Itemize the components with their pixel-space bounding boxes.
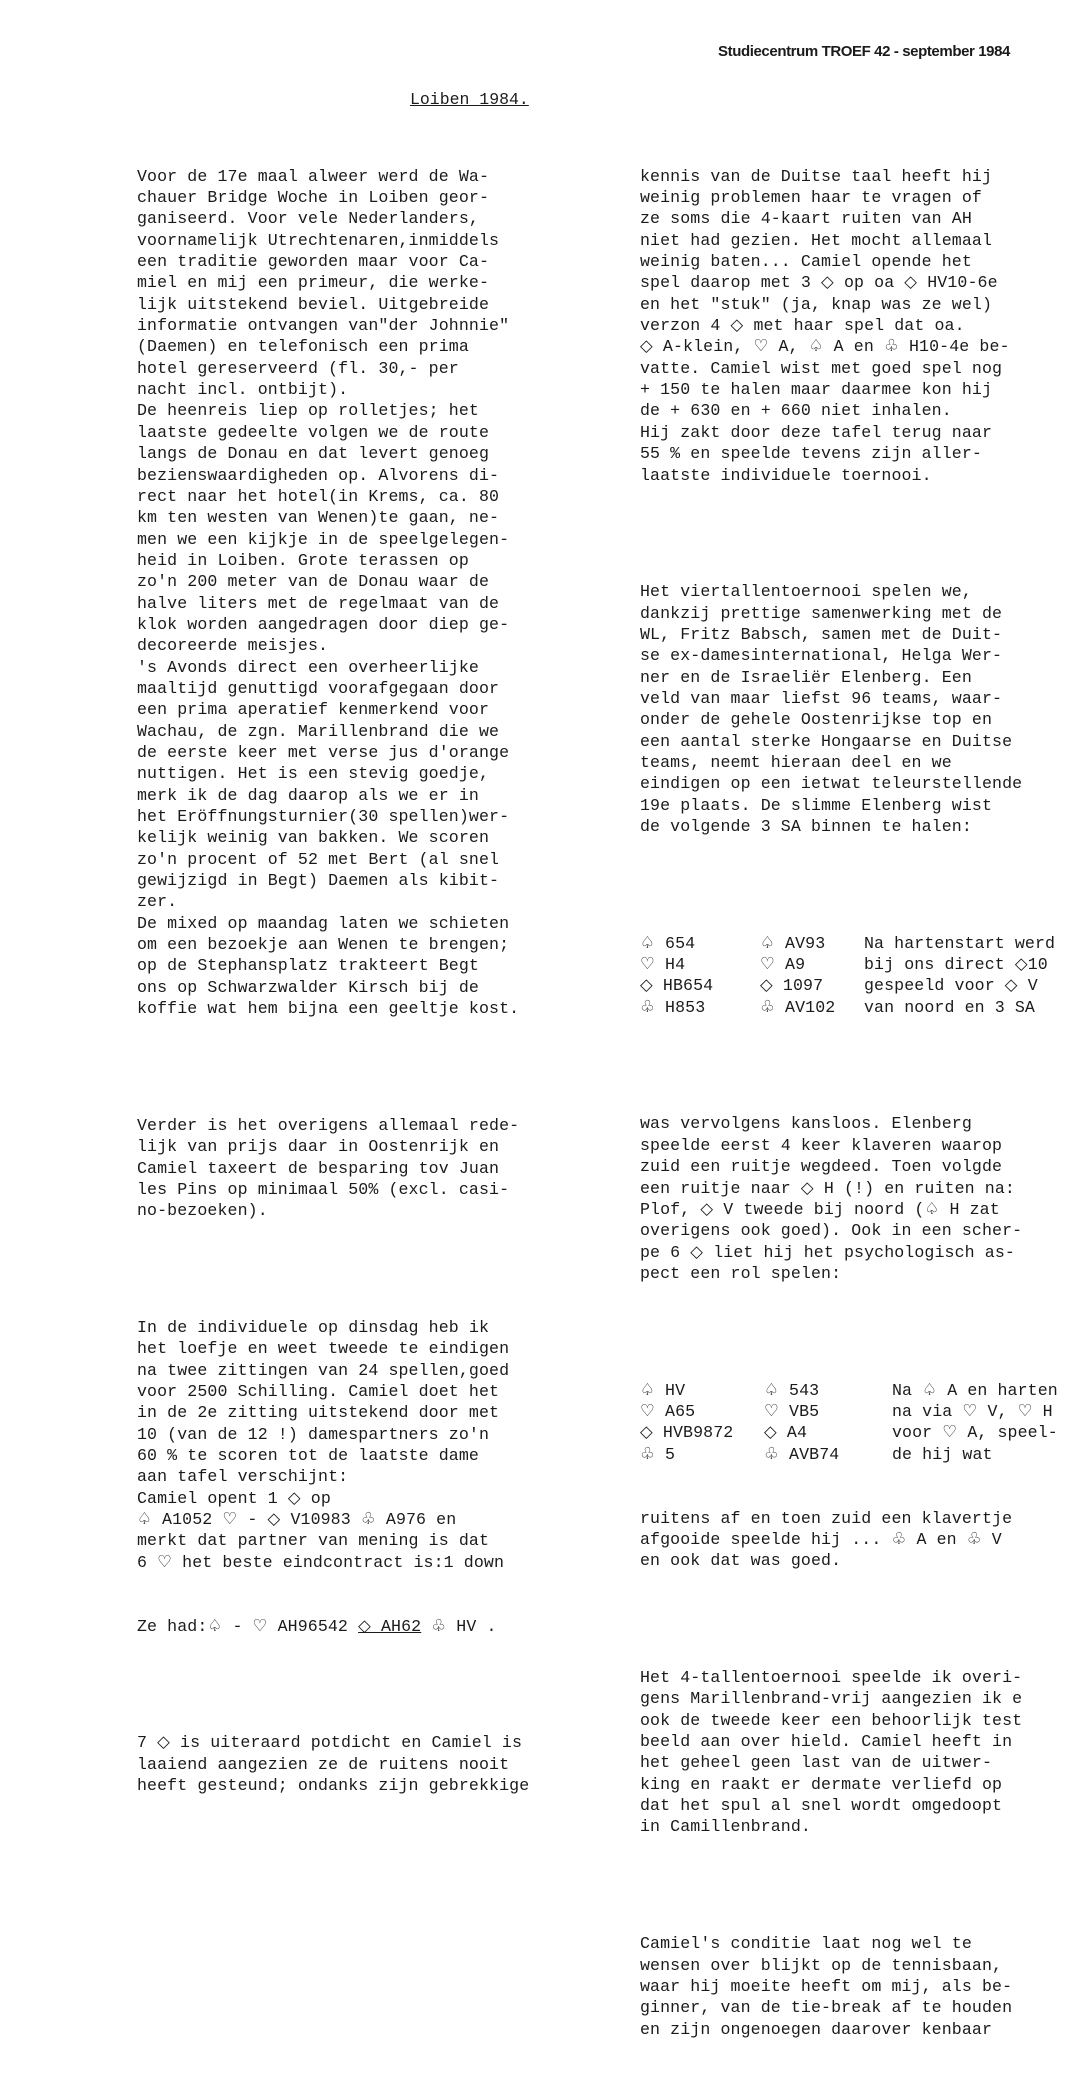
left-column bbox=[137, 123, 597, 1839]
ze-had-underlined: ◇ AH62 bbox=[358, 1616, 422, 1636]
paragraph-gap bbox=[640, 1061, 1082, 1071]
text-line: zuid een ruitje wegdeed. Toen volgde bbox=[640, 1157, 1003, 1177]
text-line: veld van maar liefst 96 teams, waar- bbox=[640, 688, 1003, 708]
text-line: heid in Loiben. Grote terassen op bbox=[137, 550, 469, 570]
text-line: halve liters met de regelmaat van de bbox=[137, 593, 500, 613]
text-line: ruitens af en toen zuid een klavertje bbox=[640, 1508, 1013, 1528]
paragraph-gap bbox=[640, 880, 1082, 890]
hand-line-ze-had bbox=[137, 1616, 597, 1637]
text-line: Wachau, de zgn. Marillenbrand die we bbox=[137, 721, 500, 741]
hand-west: ◇ HVB9872 bbox=[640, 1423, 734, 1443]
text-line: chauer Bridge Woche in Loiben geor- bbox=[137, 188, 490, 208]
hand-east: ◇ 1097 bbox=[760, 976, 824, 996]
text-line: laatste gedeelte volgen we de route bbox=[137, 422, 490, 442]
running-header: Studiecentrum TROEF 42 - september 1984 bbox=[718, 43, 1010, 60]
text-line: om een bezoekje aan Wenen te brengen; bbox=[137, 935, 510, 955]
text-line: in de 2e zitting uitstekend door met bbox=[137, 1403, 500, 1423]
article-title: Loiben 1984. bbox=[410, 90, 529, 109]
text-line: merkt dat partner van mening is dat bbox=[137, 1531, 490, 1551]
hand-east: ♤ 543 bbox=[764, 1380, 820, 1400]
text-line: lijk uitstekend beviel. Uitgebreide bbox=[137, 294, 490, 314]
text-line: heeft gesteund; ondanks zijn gebrekkige bbox=[137, 1776, 530, 1796]
text-line: zer. bbox=[137, 892, 178, 912]
text-line: aan tafel verschijnt: bbox=[137, 1467, 349, 1487]
text-line: Camiel's conditie laat nog wel te bbox=[640, 1934, 972, 1954]
right-column bbox=[640, 123, 1082, 2083]
text-line: niet had gezien. Het mocht allemaal bbox=[640, 230, 993, 250]
text-line: 10 (van de 12 !) damespartners zo'n bbox=[137, 1424, 490, 1444]
text-line: Verder is het overigens allemaal rede- bbox=[137, 1115, 520, 1135]
text-line: merk ik de dag daarop als we er in bbox=[137, 785, 479, 805]
text-line: in Camillenbrand. bbox=[640, 1817, 811, 1837]
text-line: spel daarop met 3 ◇ op oa ◇ HV10-6e bbox=[640, 273, 998, 293]
text-line: beeld aan over hield. Camiel heeft in bbox=[640, 1732, 1013, 1752]
text-line: de eerste keer met verse jus d'orange bbox=[137, 742, 510, 762]
text-line: WL, Fritz Babsch, samen met de Duit- bbox=[640, 624, 1003, 644]
text-line: wensen over blijkt op de tennisbaan, bbox=[640, 1955, 1003, 1975]
hand-commentary: gespeeld voor ◇ V bbox=[864, 976, 1038, 996]
text-line: afgooide speelde hij ... ♧ A en ♧ V bbox=[640, 1530, 1002, 1549]
hand-west: ♡ A65 bbox=[640, 1401, 696, 1421]
hand-row bbox=[640, 1380, 1082, 1401]
text-line: overigens ook goed). Ook in een scher- bbox=[640, 1221, 1023, 1241]
text-line: kelijk weinig van bakken. We scoren bbox=[137, 828, 490, 848]
text-line: vatte. Camiel wist met goed spel nog bbox=[640, 358, 1003, 378]
ze-had-prefix: Ze had:♤ - ♡ AH96542 bbox=[137, 1616, 359, 1636]
text-line: een aantal sterke Hongaarse en Duitse bbox=[640, 731, 1013, 751]
text-line: (Daemen) en telefonisch een prima bbox=[137, 337, 469, 357]
text-line: eindigen op een ietwat teleurstellende bbox=[640, 774, 1023, 794]
text-line: ◇ A-klein, ♡ A, ♤ A en ♧ H10-4e be- bbox=[640, 337, 1010, 357]
text-line: de + 630 en + 660 niet inhalen. bbox=[640, 401, 952, 421]
hand-row bbox=[640, 954, 1082, 975]
paragraph-gap bbox=[640, 1881, 1082, 1891]
text-line: ♤ A1052 ♡ - ◇ V10983 ♧ A976 en bbox=[137, 1510, 457, 1529]
paragraph-gap bbox=[640, 529, 1082, 539]
text-line: een prima aperatief kenmerkend voor bbox=[137, 700, 490, 720]
text-line: informatie ontvangen van"der Johnnie" bbox=[137, 316, 510, 336]
text-line: voor 2500 Schilling. Camiel doet het bbox=[137, 1381, 500, 1401]
text-line: gewijzigd in Begt) Daemen als kibit- bbox=[137, 871, 500, 891]
text-line: onder de gehele Oostenrijkse top en bbox=[640, 710, 993, 730]
text-line: + 150 te halen maar daarmee kon hij bbox=[640, 380, 993, 400]
paragraph-gap bbox=[137, 1680, 597, 1690]
hand-east: ♤ AV93 bbox=[760, 933, 826, 953]
text-line: 6 ♡ het beste eindcontract is:1 down bbox=[137, 1552, 505, 1572]
text-line: waar hij moeite heeft om mij, als be- bbox=[640, 1976, 1013, 1996]
text-line: 60 % te scoren tot de laatste dame bbox=[137, 1445, 479, 1465]
text-line: Het 4-tallentoernooi speelde ik overi- bbox=[640, 1668, 1023, 1688]
text-line: 7 ◇ is uiteraard potdicht en Camiel is bbox=[137, 1733, 523, 1753]
hand-commentary: Na ♤ A en harten bbox=[892, 1380, 1058, 1400]
hand-commentary: Na hartenstart werd bbox=[864, 933, 1056, 953]
text-line: ook de tweede keer een behoorlijk test bbox=[640, 1710, 1023, 1730]
text-line: en ook dat was goed. bbox=[640, 1551, 842, 1571]
text-line: laaiend aangezien ze de ruitens nooit bbox=[137, 1754, 510, 1774]
text-line: voornamelijk Utrechtenaren,inmiddels bbox=[137, 230, 500, 250]
text-line: men we een kijkje in de speelgelegen- bbox=[137, 529, 510, 549]
text-line: zo'n procent of 52 met Bert (al snel bbox=[137, 849, 500, 869]
text-line: gens Marillenbrand-vrij aangezien ik e bbox=[640, 1689, 1023, 1709]
text-line: een traditie geworden maar voor Ca- bbox=[137, 252, 490, 272]
hand-row bbox=[640, 1444, 1082, 1465]
text-line: was vervolgens kansloos. Elenberg bbox=[640, 1114, 972, 1134]
text-line: ner en de Israeliër Elenberg. Een bbox=[640, 667, 972, 687]
text-line: weinig problemen haar te vragen of bbox=[640, 188, 982, 208]
hand-commentary: na via ♡ V, ♡ H bbox=[892, 1401, 1053, 1421]
hand-commentary: bij ons direct ◇10 bbox=[864, 955, 1048, 975]
hand-west: ♧ 5 bbox=[640, 1444, 676, 1464]
text-line: In de individuele op dinsdag heb ik bbox=[137, 1317, 490, 1337]
text-line: decoreerde meisjes. bbox=[137, 636, 329, 656]
text-line: op de Stephansplatz trakteert Begt bbox=[137, 956, 479, 976]
text-line: Het viertallentoernooi spelen we, bbox=[640, 582, 972, 602]
text-line: dat het spul al snel wordt omgedoopt bbox=[640, 1796, 1003, 1816]
text-line: pe 6 ◇ liet hij het psychologisch as- bbox=[640, 1242, 1015, 1262]
text-line: Hij zakt door deze tafel terug naar bbox=[640, 422, 993, 442]
text-line: laatste individuele toernooi. bbox=[640, 465, 932, 485]
text-line: zo'n 200 meter van de Donau waar de bbox=[137, 572, 490, 592]
paragraph-gap bbox=[137, 1264, 597, 1274]
hand-row bbox=[640, 997, 1082, 1018]
text-line: rect naar het hotel(in Krems, ca. 80 bbox=[137, 486, 500, 506]
hand-west: ♤ 654 bbox=[640, 933, 696, 953]
text-line: teams, neemt hieraan deel en we bbox=[640, 752, 952, 772]
text-line: het loefje en weet tweede te eindigen bbox=[137, 1339, 510, 1359]
text-line: Camiel taxeert de besparing tov Juan bbox=[137, 1158, 500, 1178]
text-line: ons op Schwarzwalder Kirsch bij de bbox=[137, 977, 479, 997]
hand-commentary: van noord en 3 SA bbox=[864, 997, 1035, 1017]
hand-commentary: de hij wat bbox=[892, 1444, 993, 1464]
text-line: kennis van de Duitse taal heeft hij bbox=[640, 166, 993, 186]
text-line: lijk van prijs daar in Oostenrijk en bbox=[137, 1137, 500, 1157]
text-line: km ten westen van Wenen)te gaan, ne- bbox=[137, 508, 500, 528]
text-line: na twee zittingen van 24 spellen,goed bbox=[137, 1360, 510, 1380]
hand-row bbox=[640, 1401, 1082, 1422]
text-line: nacht incl. ontbijt). bbox=[137, 380, 349, 400]
text-line: en zijn ongenoegen daarover kenbaar bbox=[640, 2019, 993, 2039]
text-line: ze soms die 4-kaart ruiten van AH bbox=[640, 209, 972, 229]
hand-west: ♤ HV bbox=[640, 1380, 686, 1400]
text-line: het geheel geen last van de uitwer- bbox=[640, 1753, 993, 1773]
text-line: 55 % en speelde tevens zijn aller- bbox=[640, 444, 982, 464]
hand-west: ◇ HB654 bbox=[640, 976, 714, 996]
text-line: de volgende 3 SA binnen te halen: bbox=[640, 817, 972, 836]
text-line: verzon 4 ◇ met haar spel dat oa. bbox=[640, 316, 965, 336]
text-line: een ruitje naar ◇ H (!) en ruiten na: bbox=[640, 1178, 1015, 1198]
paragraph-gap bbox=[640, 1614, 1082, 1624]
text-line: ganiseerd. Voor vele Nederlanders, bbox=[137, 209, 479, 229]
text-line: speelde eerst 4 keer klaveren waarop bbox=[640, 1135, 1003, 1155]
hand-west: ♧ H853 bbox=[640, 997, 706, 1017]
text-line: klok worden aangedragen door diep ge- bbox=[137, 614, 510, 634]
hand-west: ♡ H4 bbox=[640, 955, 686, 975]
text-line: nuttigen. Het is een stevig goedje, bbox=[137, 764, 490, 784]
text-line: se ex-damesinternational, Helga Wer- bbox=[640, 646, 1003, 666]
text-line: pect een rol spelen: bbox=[640, 1263, 842, 1283]
text-line: king en raakt er dermate verliefd op bbox=[640, 1774, 1003, 1794]
text-line: maaltijd genuttigd voorafgegaan door bbox=[137, 678, 500, 698]
text-line: Voor de 17e maal alweer werd de Wa- bbox=[137, 166, 490, 186]
text-line: bezienswaardigheden op. Alvorens di- bbox=[137, 465, 500, 485]
hand-east: ♡ VB5 bbox=[764, 1401, 820, 1421]
text-line: koffie wat hem bijna een geeltje kost. bbox=[137, 999, 520, 1019]
paragraph-gap bbox=[137, 1062, 597, 1072]
text-line: het Eröffnungsturnier(30 spellen)wer- bbox=[137, 807, 510, 826]
text-line: dankzij prettige samenwerking met de bbox=[640, 603, 1003, 623]
text-line: ginner, van de tie-break af te houden bbox=[640, 1998, 1013, 2018]
hand-east: ♧ AVB74 bbox=[764, 1444, 840, 1464]
hand-commentary: voor ♡ A, speel- bbox=[892, 1423, 1058, 1443]
text-line: les Pins op minimaal 50% (excl. casi- bbox=[137, 1179, 510, 1199]
hand-row bbox=[640, 1422, 1082, 1443]
ze-had-suffix: ♧ HV . bbox=[421, 1616, 497, 1636]
text-line: 's Avonds direct een overheerlijke bbox=[137, 657, 479, 677]
text-line: hotel gereserveerd (fl. 30,- per bbox=[137, 358, 459, 378]
text-line: no-bezoeken). bbox=[137, 1201, 268, 1221]
text-line: miel en mij een primeur, die werke- bbox=[137, 273, 490, 293]
hand-row bbox=[640, 975, 1082, 996]
hand-row bbox=[640, 933, 1082, 954]
hand-east: ♡ A9 bbox=[760, 955, 806, 975]
text-line: Plof, ◇ V tweede bij noord (♤ H zat bbox=[640, 1199, 1000, 1219]
paragraph-gap bbox=[640, 1327, 1082, 1337]
text-line: 19e plaats. De slimme Elenberg wist bbox=[640, 795, 993, 815]
text-line: weinig baten... Camiel opende het bbox=[640, 252, 972, 272]
text-line: langs de Donau en dat levert genoeg bbox=[137, 444, 490, 464]
text-line: en het "stuk" (ja, knap was ze wel) bbox=[640, 294, 993, 314]
hand-east: ♧ AV102 bbox=[760, 997, 836, 1017]
text-line: De mixed op maandag laten we schieten bbox=[137, 913, 510, 933]
hand-east: ◇ A4 bbox=[764, 1423, 808, 1443]
text-line: De heenreis liep op rolletjes; het bbox=[137, 401, 479, 421]
text-line: Camiel opent 1 ◇ op bbox=[137, 1488, 331, 1508]
